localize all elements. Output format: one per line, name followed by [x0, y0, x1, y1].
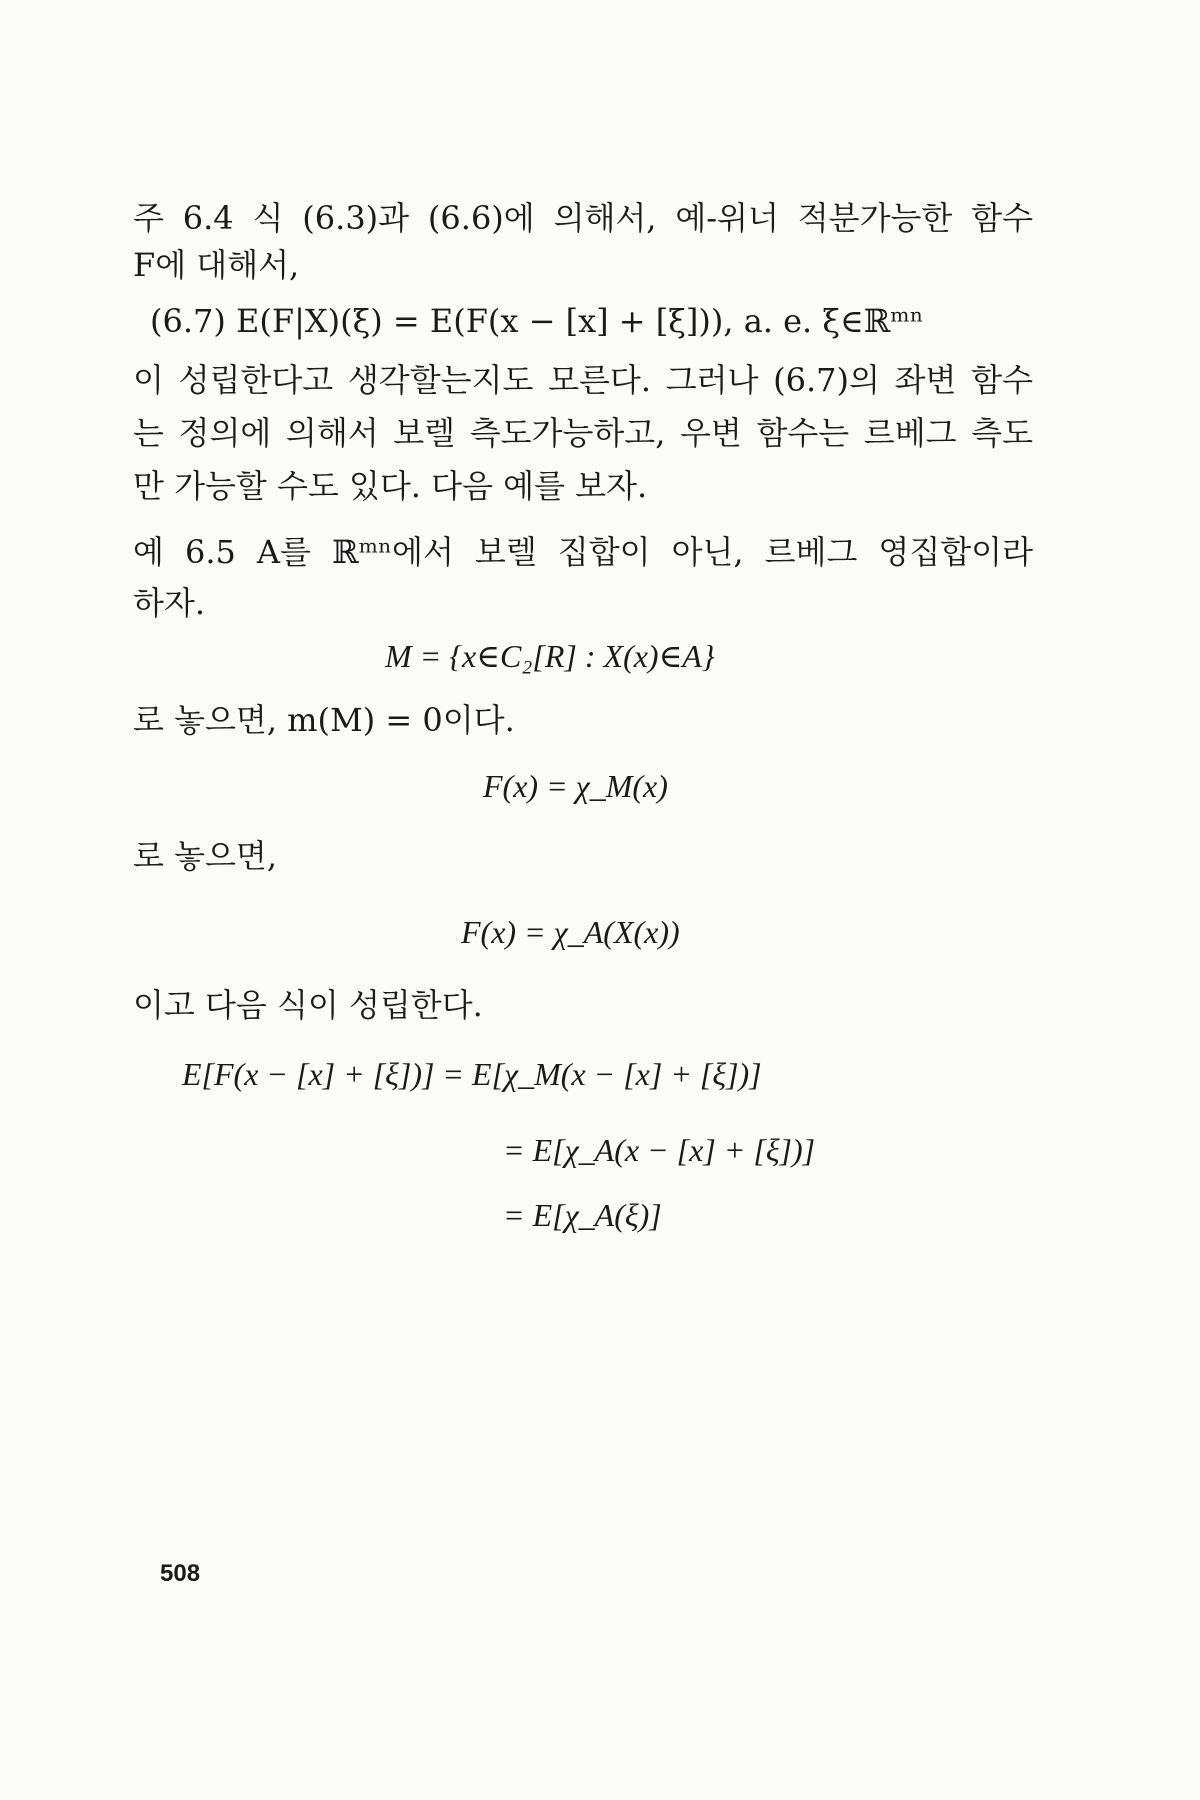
remark-6-4-line-3: 이 성립한다고 생각할는지도 모른다. 그러나 (6.7)의 좌변 함수	[133, 361, 1033, 399]
expectation-line-2: = E[χ_A(x − [x] + [ξ])]	[503, 1132, 816, 1168]
example-text-m-null: 로 놓으면, m(M) = 0이다.	[133, 701, 515, 739]
remark-6-4-line-5: 만 가능할 수도 있다. 다음 예를 보자.	[133, 467, 648, 505]
expectation-line-1: E[F(x − [x] + [ξ])] = E[χ_M(x − [x] + [ξ])]	[182, 1056, 762, 1092]
equation-f-chi-a: F(x) = χ_A(X(x))	[461, 914, 680, 950]
expectation-line-3: = E[χ_A(ξ)]	[503, 1197, 662, 1233]
example-text-let: 로 놓으면,	[133, 837, 277, 875]
example-text-holds: 이고 다음 식이 성립한다.	[133, 986, 483, 1024]
remark-6-4-line-2: F에 대해서,	[133, 246, 300, 284]
page-number: 508	[160, 1560, 201, 1587]
remark-6-4-line-1: 주 6.4 식 (6.3)과 (6.6)에 의해서, 예-위너 적분가능한 함수	[133, 199, 1033, 237]
example-6-5-line-1: 예 6.5 A를 ℝᵐⁿ에서 보렐 집합이 아닌, 르베그 영집합이라	[133, 533, 1033, 571]
example-6-5-line-2: 하자.	[133, 584, 205, 622]
set-m-definition: M = {x∈C₂[R] : X(x)∈A}	[385, 638, 715, 674]
equation-f-chi-m: F(x) = χ_M(x)	[483, 768, 668, 804]
equation-6-7: (6.7) E(F|X)(ξ) = E(F(x − [x] + [ξ])), a. e. ξ∈ℝᵐⁿ	[150, 302, 924, 340]
remark-6-4-line-4: 는 정의에 의해서 보렐 측도가능하고, 우변 함수는 르베그 측도	[133, 414, 1033, 452]
